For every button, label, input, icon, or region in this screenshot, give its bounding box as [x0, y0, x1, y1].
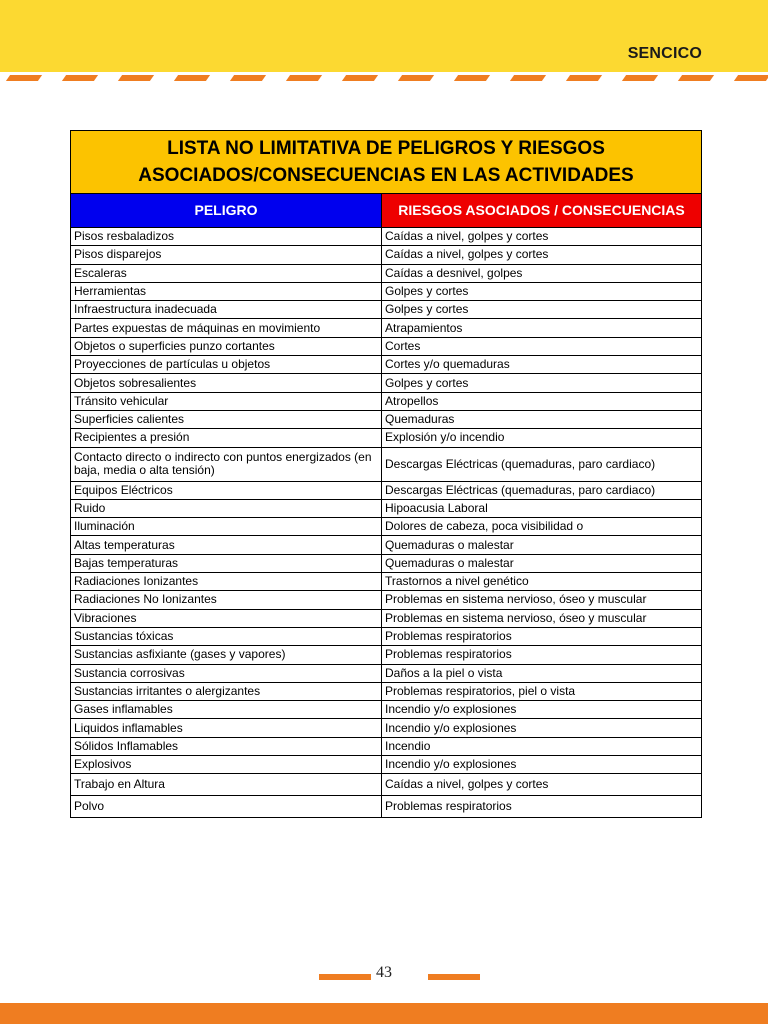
header-dash: [678, 75, 714, 81]
hazard-cell: Bajas temperaturas: [71, 554, 382, 572]
hazard-cell: Pisos resbaladizos: [71, 228, 382, 246]
risk-cell: Golpes y cortes: [382, 301, 702, 319]
table-row: [71, 682, 702, 700]
risk-cell: Descargas Eléctricas (quemaduras, paro cardiaco): [382, 481, 702, 499]
risk-cell: Incendio: [382, 737, 702, 755]
page-header: [0, 0, 768, 72]
risk-cell: Cortes: [382, 337, 702, 355]
hazard-cell: Tránsito vehicular: [71, 392, 382, 410]
header-dash: [62, 75, 98, 81]
table-row: [71, 429, 702, 447]
risk-cell: Problemas respiratorios: [382, 796, 702, 818]
header-dash: [342, 75, 378, 81]
risk-cell: Problemas en sistema nervioso, óseo y muscular: [382, 591, 702, 609]
hazard-cell: Objetos sobresalientes: [71, 374, 382, 392]
table-row: [71, 536, 702, 554]
hazard-cell: Ruido: [71, 499, 382, 517]
header-dash: [734, 75, 768, 81]
page-number: 43: [376, 964, 392, 981]
table-row: [71, 756, 702, 774]
column-header-riesgos: RIESGOS ASOCIADOS / CONSECUENCIAS: [382, 194, 702, 228]
hazard-cell: Iluminación: [71, 518, 382, 536]
risk-cell: Descargas Eléctricas (quemaduras, paro cardiaco): [382, 447, 702, 481]
header-dash-divider: [0, 75, 768, 85]
risk-cell: Problemas respiratorios: [382, 627, 702, 645]
risk-cell: Atrapamientos: [382, 319, 702, 337]
table-row: [71, 410, 702, 428]
hazard-cell: Trabajo en Altura: [71, 774, 382, 796]
hazard-cell: Sustancias irritantes o alergizantes: [71, 682, 382, 700]
table-row: [71, 319, 702, 337]
table-row: [71, 374, 702, 392]
header-dash: [230, 75, 266, 81]
table-row: [71, 796, 702, 818]
table-row: [71, 301, 702, 319]
table-row: [71, 737, 702, 755]
header-dash: [286, 75, 322, 81]
hazard-cell: Equipos Eléctricos: [71, 481, 382, 499]
hazard-cell: Sustancias tóxicas: [71, 627, 382, 645]
table-row: [71, 481, 702, 499]
header-dash: [510, 75, 546, 81]
table-row: [71, 664, 702, 682]
table-row: [71, 774, 702, 796]
brand-name: SENCICO: [627, 45, 702, 62]
table-row: [71, 719, 702, 737]
risk-cell: Cortes y/o quemaduras: [382, 356, 702, 374]
risk-cell: Hipoacusia Laboral: [382, 499, 702, 517]
risk-cell: Daños a la piel o vista: [382, 664, 702, 682]
header-dash: [622, 75, 658, 81]
hazard-cell: Radiaciones Ionizantes: [71, 573, 382, 591]
table-row: [71, 701, 702, 719]
header-dash: [566, 75, 602, 81]
hazard-cell: Vibraciones: [71, 609, 382, 627]
risk-cell: Explosión y/o incendio: [382, 429, 702, 447]
risk-cell: Problemas respiratorios: [382, 646, 702, 664]
table-row: [71, 499, 702, 517]
risk-cell: Caídas a nivel, golpes y cortes: [382, 228, 702, 246]
hazard-cell: Liquidos inflamables: [71, 719, 382, 737]
risk-cell: Golpes y cortes: [382, 282, 702, 300]
risk-cell: Atropellos: [382, 392, 702, 410]
hazard-cell: Partes expuestas de máquinas en movimiento: [71, 319, 382, 337]
table-row: [71, 337, 702, 355]
table-row: [71, 228, 702, 246]
table-row: [71, 646, 702, 664]
table-row: [71, 609, 702, 627]
table-row: [71, 392, 702, 410]
risk-cell: Incendio y/o explosiones: [382, 719, 702, 737]
table-body: [71, 228, 702, 818]
risk-cell: Problemas respiratorios, piel o vista: [382, 682, 702, 700]
header-dash: [6, 75, 42, 81]
hazard-cell: Altas temperaturas: [71, 536, 382, 554]
hazard-cell: Polvo: [71, 796, 382, 818]
table-row: [71, 246, 702, 264]
column-header-peligro: PELIGRO: [71, 194, 382, 228]
table-row: [71, 627, 702, 645]
hazard-cell: Infraestructura inadecuada: [71, 301, 382, 319]
hazard-cell: Explosivos: [71, 756, 382, 774]
hazard-cell: Gases inflamables: [71, 701, 382, 719]
footer-bar-right: [428, 974, 480, 980]
hazard-cell: Proyecciones de partículas u objetos: [71, 356, 382, 374]
header-dash: [118, 75, 154, 81]
hazard-cell: Objetos o superficies punzo cortantes: [71, 337, 382, 355]
hazard-cell: Sustancia corrosivas: [71, 664, 382, 682]
table-row: [71, 554, 702, 572]
bottom-band: [0, 1003, 768, 1024]
table-row: [71, 447, 702, 481]
table-row: [71, 264, 702, 282]
risk-cell: Dolores de cabeza, poca visibilidad o: [382, 518, 702, 536]
risk-cell: Quemaduras o malestar: [382, 536, 702, 554]
hazard-cell: Sólidos Inflamables: [71, 737, 382, 755]
header-dash: [174, 75, 210, 81]
footer-bar-left: [319, 974, 371, 980]
hazard-cell: Superficies calientes: [71, 410, 382, 428]
table-row: [71, 282, 702, 300]
risk-cell: Caídas a nivel, golpes y cortes: [382, 246, 702, 264]
risk-cell: Caídas a desnivel, golpes: [382, 264, 702, 282]
table-row: [71, 573, 702, 591]
risk-cell: Quemaduras o malestar: [382, 554, 702, 572]
hazard-cell: Sustancias asfixiante (gases y vapores): [71, 646, 382, 664]
hazard-cell: Escaleras: [71, 264, 382, 282]
risk-cell: Quemaduras: [382, 410, 702, 428]
table-row: [71, 356, 702, 374]
hazard-cell: Contacto directo o indirecto con puntos energizados (en baja, media o alta tensión): [71, 447, 382, 481]
hazard-cell: Recipientes a presión: [71, 429, 382, 447]
risk-cell: Caídas a nivel, golpes y cortes: [382, 774, 702, 796]
risk-cell: Incendio y/o explosiones: [382, 756, 702, 774]
hazard-cell: Radiaciones No Ionizantes: [71, 591, 382, 609]
table-row: [71, 518, 702, 536]
risk-cell: Incendio y/o explosiones: [382, 701, 702, 719]
risk-cell: Trastornos a nivel genético: [382, 573, 702, 591]
table-title: LISTA NO LIMITATIVA DE PELIGROS Y RIESGOS ASOCIADOS/CONSECUENCIAS EN LAS ACTIVIDADES: [71, 131, 702, 194]
risk-cell: Golpes y cortes: [382, 374, 702, 392]
risk-cell: Problemas en sistema nervioso, óseo y muscular: [382, 609, 702, 627]
table-row: [71, 591, 702, 609]
header-dash: [398, 75, 434, 81]
hazard-cell: Pisos disparejos: [71, 246, 382, 264]
hazard-cell: Herramientas: [71, 282, 382, 300]
header-dash: [454, 75, 490, 81]
hazards-table: [70, 130, 702, 818]
